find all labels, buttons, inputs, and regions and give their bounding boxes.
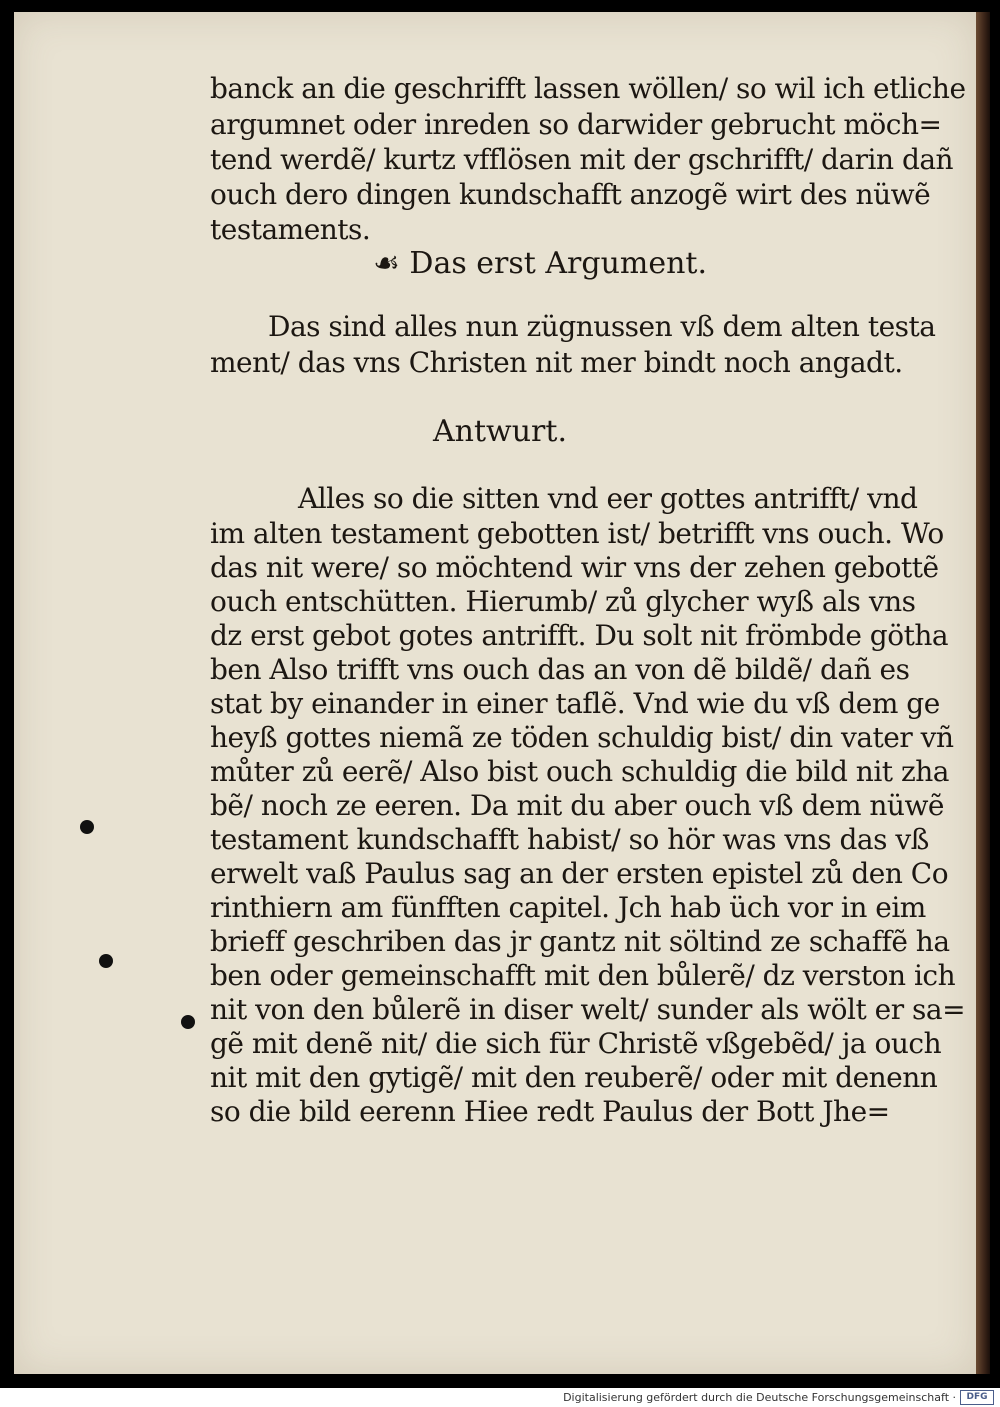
text-line: Alles so die sitten vnd eer gottes antrifft/ vnd [298, 482, 918, 515]
dfg-logo: DFG [960, 1390, 994, 1405]
text-line: ouch dero dingen kundschafft anzogẽ wirt des nüwẽ [210, 178, 931, 211]
section-heading-argument: ☙ Das erst Argument. [372, 246, 708, 281]
text-line: Das sind alles nun zügnussen vß dem alten testa [268, 310, 936, 343]
text-line: brieff geschriben das jr gantz nit söltind ze schaffẽ ha [210, 925, 950, 958]
margin-ink-dot [80, 820, 94, 834]
section-heading-answer: Antwurt. [433, 414, 567, 449]
text-line: im alten testament gebotten ist/ betrifft vns ouch. Wo [210, 517, 944, 550]
footer-bar [0, 1388, 1000, 1407]
text-line: rinthiern am fünfften capitel. Jch hab üch vor in eim [210, 891, 926, 924]
margin-ink-dot [181, 1015, 195, 1029]
text-line: gẽ mit denẽ nit/ die sich für Christẽ vßgebẽd/ ja ouch [210, 1027, 942, 1060]
text-line: argumnet oder inreden so darwider gebrucht möch= [210, 108, 942, 141]
text-line: nit mit den gytigẽ/ mit den reuberẽ/ oder mit denenn [210, 1061, 938, 1094]
text-line: bẽ/ noch ze eeren. Da mit du aber ouch vß dem nüwẽ [210, 789, 944, 822]
text-line: ouch entschütten. Hierumb/ zů glycher wyß als vns [210, 585, 916, 618]
text-line: banck an die geschrifft lassen wöllen/ so wil ich etliche [210, 72, 966, 105]
text-line: testament kundschafft habist/ so hör was vns das vß [210, 823, 929, 856]
book-page-edge [976, 12, 990, 1374]
text-line: das nit were/ so möchtend wir vns der zehen gebottẽ [210, 551, 939, 584]
text-line: ment/ das vns Christen nit mer bindt noch angadt. [210, 346, 903, 379]
text-line: ben Also trifft vns ouch das an von dẽ bildẽ/ dañ es [210, 653, 910, 686]
text-line: erwelt vaß Paulus sag an der ersten epistel zů den Co [210, 857, 949, 890]
text-line: testaments. [210, 213, 371, 246]
margin-ink-dot [99, 954, 113, 968]
text-line: nit von den bůlerẽ in diser welt/ sunder als wölt er sa= [210, 993, 966, 1026]
text-line: stat by einander in einer taflẽ. Vnd wie du vß dem ge [210, 687, 940, 720]
text-line: dz erst gebot gotes antrifft. Du solt nit frömbde götha [210, 619, 949, 652]
text-line: so die bild eerenn Hiee redt Paulus der Bott Jhe= [210, 1095, 890, 1128]
text-line: heyß gottes niemã ze töden schuldig bist/ din vater vñ [210, 721, 954, 754]
text-line: ben oder gemeinschafft mit den bůlerẽ/ dz verston ich [210, 959, 956, 992]
footer-credit: Digitalisierung gefördert durch die Deutsche Forschungsgemeinschaft · [563, 1391, 956, 1404]
text-line: můter zů eerẽ/ Also bist ouch schuldig die bild nit zha [210, 755, 949, 788]
text-line: tend werdẽ/ kurtz vfflösen mit der gschrifft/ darin dañ [210, 143, 954, 176]
